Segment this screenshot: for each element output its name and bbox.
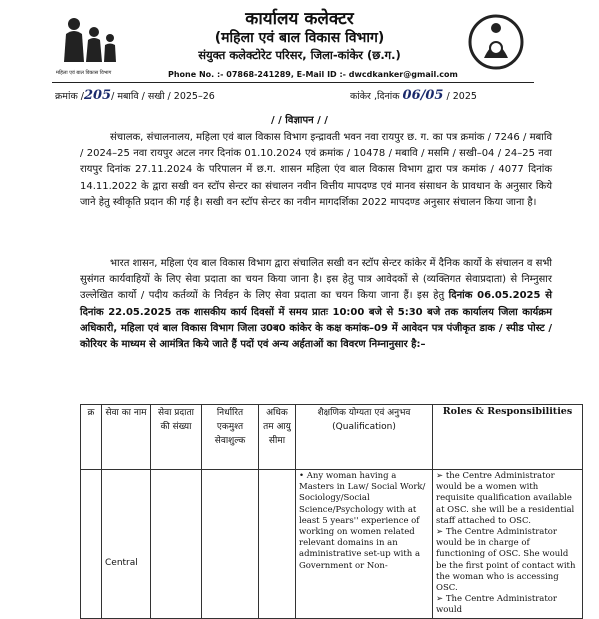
vacancy-table [80, 404, 583, 619]
cell-roles [433, 470, 583, 619]
header-roles: Roles & Responsibilities [433, 405, 583, 470]
role-item: ➢ The Centre Administrator would be in charge of functioning of OSC. She would be the first point of contact with the woman who is accessing OSC. [436, 527, 576, 594]
role-item: ➢ the Centre Administrator would be a women with requisite qualification available at OSC. she will be a residential staff attached to OSC. [436, 471, 575, 526]
paragraph-1: संचालक, संचालनालय, महिला एवं बाल विकास विभाग इन्द्रावती भवन नवा रायपुर छ. ग. का पत्र क्रमांक / 7246 / मबावि / 2024–25 नवा रायपुर अटल नगर दिनांक 01.10.2024 एवं क्रमांक / 10478 / मबावि / मसमि / सखी–04 / 24–25 नवा रायपुर दिनांक 27.11.2024 के परिपालन में छ.ग. शासन महिला एंव बाल विकास विभाग द्वारा पत्र कमांक / 4077 दिनांक 14.11.2022 के द्वारा सखी वन स्टॉप सेन्टर का संचालन नवीन वित्तीय मापदण्ड एवं मानव संसाधन के प्रावधान के अनुसार किये जाने हेतु स्वीकृति प्रदान की गई है। सखी वन स्टॉप सेन्टर का नवीन मागदर्शिका 2022 मापदण्ड अनुसार संचालन किया जाना है। [80, 132, 552, 208]
department-title: (महिला एवं बाल विकास विभाग) [214, 30, 385, 46]
cell-qualification: • Any woman having a Masters in Law/ Social Work/ Sociology/Social Science/Psychology with at least 5 years'' experience of working on women related relevant domains in an administrative set-up with a Government or Non- [296, 470, 433, 619]
office-address: संयुक्त कलेक्टोरेट परिसर, जिला-कांकेर (छ.ग.) [198, 48, 401, 62]
header-serial: क्र [81, 405, 102, 470]
contact-line: Phone No. :- 07868-241289, E-Mail ID :- dwcdkanker@gmail.com [168, 70, 458, 79]
role-item: ➢ The Centre Administrator would [436, 594, 557, 616]
table-header-row [81, 405, 583, 470]
header-fee: निर्धारित एकमुश्त सेवाशुल्क [202, 405, 259, 470]
table-row [81, 470, 583, 619]
reference-date: कांकेर ,दिनांक 06/05 / 2025 [350, 88, 477, 103]
paragraph-2: भारत शासन, महिला एंव बाल विकास विभाग द्वारा संचालित सखी वन स्टॉप सेन्टर कांकेर में दैनिक कार्यो के संचालन व सभी सुसंगत कार्यवाहियों के लिए सेवा प्रदाता का चयन किया जाना है। इस हेतु पात्र आवेदकों से (व्यक्तिगत सेवाप्रदाता) से निम्नुसार उल्लेखित कार्यो / पदीय कर्तव्यों के निर्वहन के लिए सेवा प्रदाता का चयन किया जाना हैं। इस हेतु दिनांक 06.05.2025 से दिनांक 22.05.2025 तक शासकीय कार्य दिवसों में समय प्रातः 10:00 बजे से 5:30 बजे तक कार्यालय जिला कार्यक्रम अधिकारी, महिला एवं बाल विकास विभाग जिला उ0ब0 कांकेर के कक्ष कमांक–09 में आवेदन पत्र पंजीकृत डाक / स्पीड पोस्ट / कोरियर के माध्यम से आमंत्रित किये जाते हैं पदों एवं अन्य अर्हताओं का विवरण निम्नानुसार है:– [80, 258, 552, 351]
header-divider [52, 82, 534, 83]
cell-serial [81, 470, 102, 619]
cell-post-name: Central [102, 470, 151, 619]
header-qualification: शैक्षणिक योग्यता एवं अनुभव (Qualification) [296, 405, 433, 470]
paragraph-2-bold: दिनांक 06.05.2025 से दिनांक 22.05.2025 तक शासकीय कार्य दिवसों में समय प्रातः 10:00 बजे से 5:30 बजे तक कार्यालय जिला कार्यक्रम अधिकारी, महिला एवं बाल विकास विभाग जिला उ0ब0 कांकेर के कक्ष कमांक–09 में आवेदन पत्र पंजीकृत डाक / स्पीड पोस्ट / कोरियर के माध्यम से आमंत्रित किये जाते हैं पदों एवं अन्य अर्हताओं का विवरण निम्नानुसार है:– [80, 290, 552, 351]
header-post-name: सेवा का नाम [102, 405, 151, 470]
cell-fee [202, 470, 259, 619]
reference-number: क्रमांक /205/ मबावि / सखी / 2025–26 [55, 88, 215, 103]
notice-title: / / विज्ञापन / / [271, 115, 328, 126]
header-max-age: अधिक तम आयु सीमा [259, 405, 296, 470]
header-providers: सेवा प्रदाता की संख्या [151, 405, 202, 470]
cell-max-age [259, 470, 296, 619]
mother-child-logo-icon [466, 12, 526, 72]
handwritten-date: 06/05 [402, 88, 444, 103]
handwritten-number: 205 [83, 88, 112, 103]
logo-caption: महिला एवं बाल विकास विभाग [56, 70, 112, 76]
letterhead [0, 0, 599, 90]
office-title: कार्यालय कलेक्टर [245, 9, 354, 29]
cell-providers [151, 470, 202, 619]
